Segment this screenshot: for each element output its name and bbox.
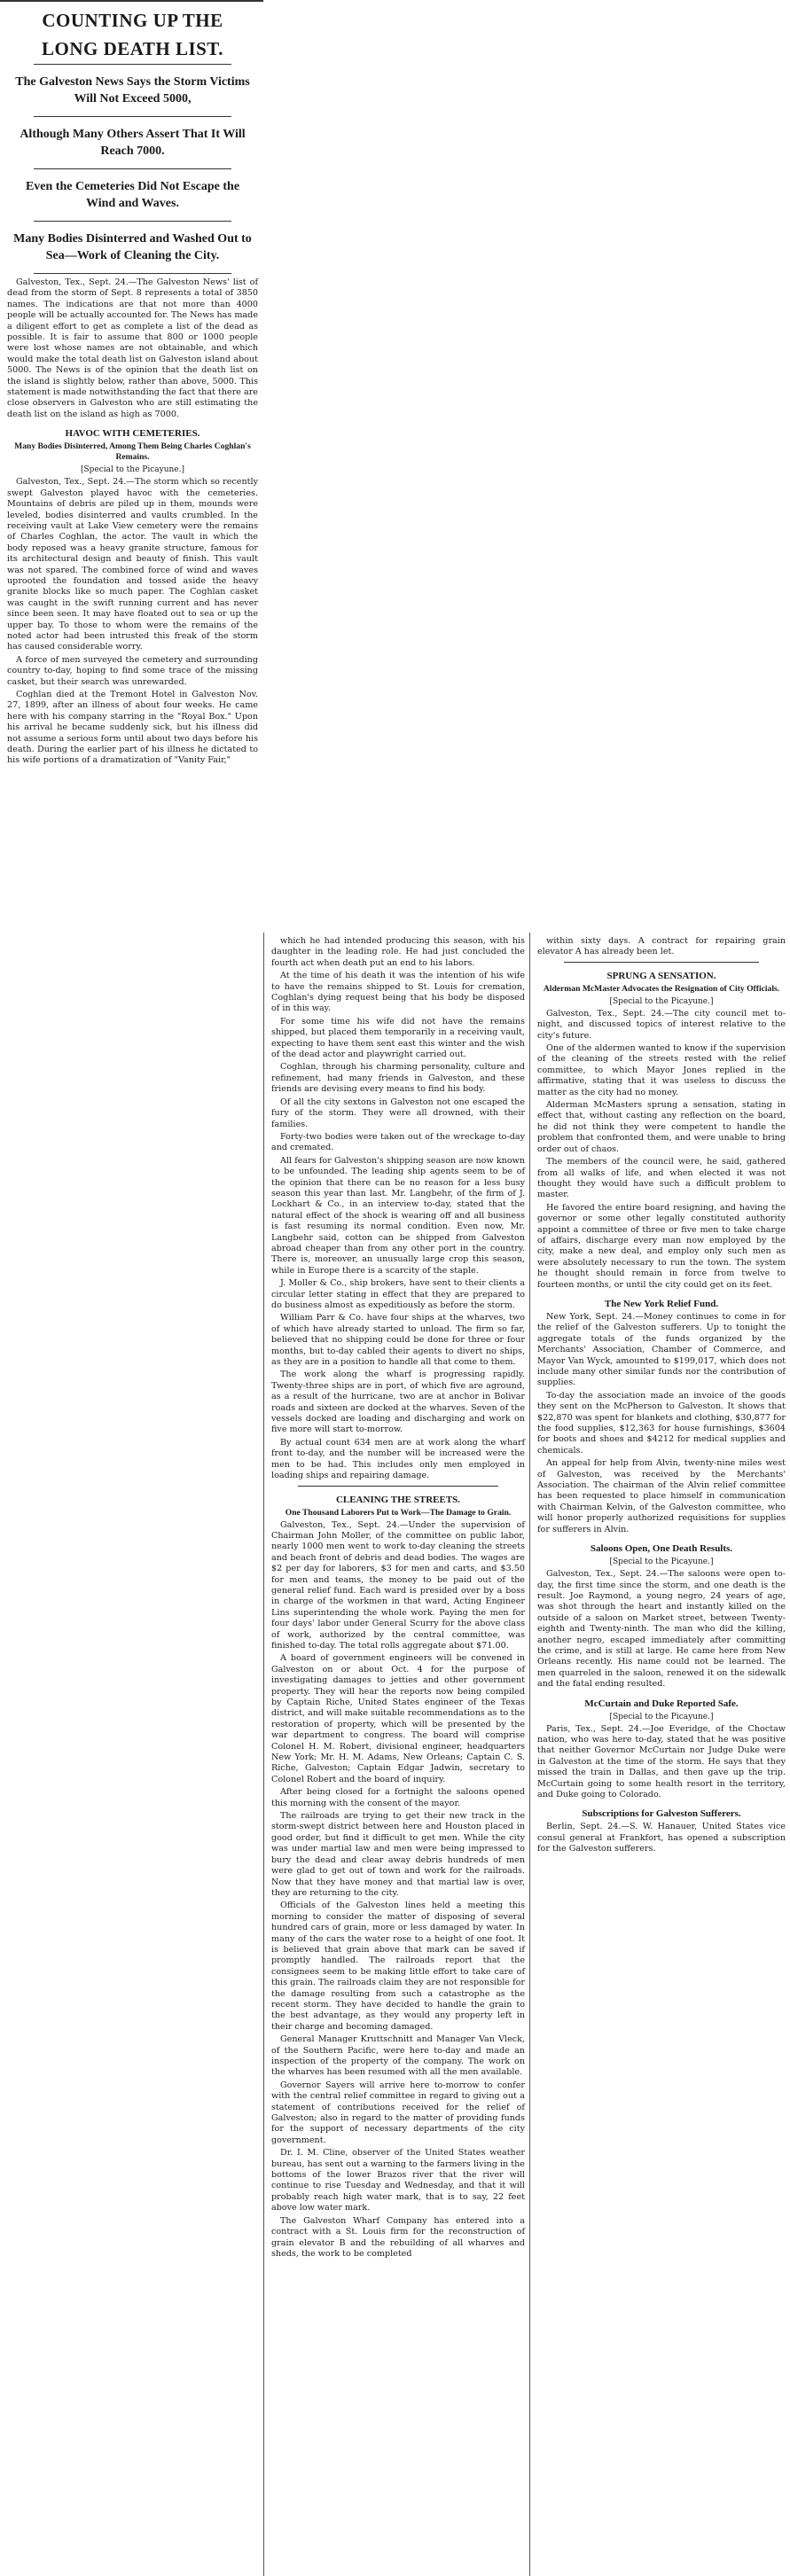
paragraph: For some time his wife did not have the remains shipped, but placed them temporarily in a receiving vault, expecting to have them sent east this winter and the wish of the dead actor and playwright carried out. (271, 1016, 525, 1060)
divider (34, 116, 231, 117)
special-credit: [Special to the Picayune.] (609, 996, 714, 1006)
subhead-new-york-relief: The New York Relief Fund. (604, 1298, 719, 1309)
subdeck-cleaning-streets: One Thousand Laborers Put to Work—The Damage to Grain. (285, 1507, 512, 1518)
headline-line-1: COUNTING UP THE (42, 10, 223, 31)
divider (34, 168, 231, 169)
paragraph: The members of the council were, he said, gathered from all walks of life, and when elected it was not thought they would have such a difficult problem to master. (537, 1157, 786, 1200)
column-1 (0, 0, 263, 2576)
paragraph: A board of government engineers will be convened in Galveston on or about Oct. 4 for the purpose of investigating damages to jetties and other government property. They will hear the reports now being compiled by Captain Riche, United States engineer of the Texas district, and will make suitable recommendations as to the restoration of property, which will be presented by the war department to congress. The board will comprise Colonel H. M. Robert, divisional engineer, headquarters New York; Mr. H. M. Adams, New Orleans; Captain C. S. Riche, Galveston; Captain Edgar Jadwin, secretary to Colonel Robert and the board of inquiry. (271, 1653, 525, 1784)
paragraph: The work along the wharf is progressing rapidly. Twenty-three ships are in port, of which five are aground, as a result of the hurricane, two are at anchor in Bolivar roads and sixteen are docked at the wharves. Seven of the vessels docked are loading and discharging and work on five more will start to-morrow. (271, 1370, 525, 1435)
paragraph: Dr. I. M. Cline, observer of the United States weather bureau, has sent out a warning to the farmers living in the bottoms of the lower Brazos river that the river will continue to rise Tuesday and Wednesday, and that it will probably reach high water mark, that is to say, 22 feet above low water mark. (271, 2148, 525, 2213)
paragraph: To-day the association made an invoice of the goods they sent on the McPherson to Galveston. It shows that $22,870 was spent for blankets and clothing, $30,877 for the food supplies, $12,363 for house furnishings, $3604 for boots and shoes and $4212 for medical supplies and chemicals. (537, 1390, 786, 1456)
paragraph: Galveston, Tex., Sept. 24.—Under the supervision of Chairman John Moller, of the committee on public labor, nearly 1000 men went to work to-day cleaning the streets and beach front of debris and dead bodies. The wages are $2 per day for laborers, $3 for men and carts, and $3.50 for men and teams, the money to be paid out of the general relief fund. Each ward is presided over by a boss in charge of the workmen in that ward, Acting Engineer Lins superintending the whole work. Paying the men for four days' labor under General Scurry for the above class of work, authorized by the central committee, was finished to-day. The total rolls aggregate about $71.00. (271, 1519, 525, 1651)
paragraph: Forty-two bodies were taken out of the wreckage to-day and cremated. (271, 1131, 525, 1153)
divider (34, 273, 231, 274)
paragraph: Alderman McMasters sprung a sensation, stating in effect that, without casting any reflection on the board, he did not think they were competent to handle the problem that confronted them, and were unable to bring order out of chaos. (537, 1100, 786, 1154)
paragraph: At the time of his death it was the intention of his wife to have the remains shipped to St. Louis for cremation, Coghlan's dying request being that his body be disposed of in this way. (271, 971, 525, 1014)
column-2 (263, 933, 530, 2576)
divider (34, 64, 231, 65)
deck-4: Many Bodies Disinterred and Washed Out to Sea—Work of Cleaning the City. (13, 232, 252, 262)
paragraph: Galveston, Tex., Sept. 24.—The storm which so recently swept Galveston played havoc with the cemeteries. Mountains of debris are piled up in them, mounds were leveled, bodies disinterred and vaults crumbled. In the receiving vault at Lake View cemetery were the remains of Charles Coghlan, the actor. The vault in which the body reposed was a heavy granite structure, famous for its architectural design and beauty of finish. This vault was not spared. The combined force of wind and waves uprooted the foundation and tossed aside the heavy granite blocks like so much paper. The Coghlan casket was caught in the swift running current and has never since been seen. It may have floated out to sea or up the upper bay. To those to whom were the remains of the noted actor had been intrusted this freak of the storm has caused considerable worry. (7, 477, 258, 652)
paragraph: Coghlan died at the Tremont Hotel in Galveston Nov. 27, 1899, after an illness of about four weeks. He came here with his company starring in the "Royal Box." Upon his arrival he became suddenly sick, but his illness did not assume a serious form until about two days before his death. During the earlier part of his illness he dictated to his wife portions of a dramatization of "Vanity Fair," (7, 690, 258, 766)
paragraph: By actual count 634 men are at work along the wharf front to-day, and the number will be increased were the men to be had. This includes only men employed in loading ships and repairing damage. (271, 1437, 525, 1481)
divider (564, 962, 759, 963)
paragraph: Officials of the Galveston lines held a meeting this morning to consider the matter of disposing of several hundred cars of grain, more or less damaged by water. In many of the cars the water rose to a height of one foot. It is believed that grain above that mark can be saved if promptly handled. The railroads report that the consignees seem to be making little effort to take care of this grain. The railroads claim they are not responsible for the damage resulting from such a catastrophe as the recent storm. They have decided to handle the grain to the best advantage, as they would any property left in their charge and becoming damaged. (271, 1901, 525, 2032)
paragraph: William Parr & Co. have four ships at the wharves, two of which have already started to unload. The firm so far, believed that no shipping could be done for three or four months, but to-day cabled their agents to divert no ships, as they are in a position to handle all that come to them. (271, 1313, 525, 1368)
paragraph: within sixty days. A contract for repairing grain elevator A has already been let. (537, 936, 786, 957)
subhead-sensation: SPRUNG A SENSATION. (606, 970, 716, 981)
special-credit: [Special to the Picayune.] (609, 1712, 714, 1721)
paragraph: Of all the city sextons in Galveston not one escaped the fury of the storm. They were all drowned, with their families. (271, 1097, 525, 1129)
deck-2: Although Many Others Assert That It Will Reach 7000. (20, 128, 246, 158)
paragraph: J. Moller & Co., ship brokers, have sent to their clients a circular letter stating in effect that they are prepared to do business almost as expeditiously as before the storm. (271, 1278, 525, 1310)
subhead-cemeteries: HAVOC WITH CEMETERIES. (65, 428, 200, 440)
deck-3: Even the Cemeteries Did Not Escape the Wind and Waves. (25, 180, 240, 210)
paragraph: An appeal for help from Alvin, twenty-nine miles west of Galveston, was received by the Merchants' Association. The chairman of the Alvin relief committee has been requested to place himself in communication with Chairman Kelvin, of the Galveston committee, who will honor properly authorized requisitions for supplies for sufferers in Alvin. (537, 1458, 786, 1534)
subhead-mccurtain-duke: McCurtain and Duke Reported Safe. (584, 1698, 739, 1709)
deck-1: The Galveston News Says the Storm Victims Will Not Exceed 5000, (15, 75, 250, 105)
paragraph: which he had intended producing this season, with his daughter in the leading role. He had just concluded the fourth act when death put an end to his labors. (271, 936, 525, 968)
paragraph: New York, Sept. 24.—Money continues to come in for the relief of the Galveston sufferers. Up to tonight the aggregate totals of the funds organized by the Merchants' Association, Chamber of Commerce, and Mayor Van Wyck, amounted to $199,017, which does not include many other similar funds nor the contribution of supplies. (537, 1311, 786, 1388)
subhead-subscriptions: Subscriptions for Galveston Sufferers. (582, 1808, 741, 1820)
subdeck-cemeteries: Many Bodies Disinterred, Among Them Being Charles Coghlan's Remains. (14, 441, 251, 463)
paragraph: He favored the entire board resigning, and having the governor or some other legally constituted authority appoint a committee of three or five men to take charge of affairs, discharge every man now employed by the city, make a new deal, and employ only such men as were absolutely necessary to run the town. The system he thought should remain in force from twelve to fourteen months, or until the city could get on its feet. (537, 1202, 786, 1290)
special-credit: [Special to the Picayune.] (609, 1557, 714, 1567)
paragraph: Berlin, Sept. 24.—S. W. Hanauer, United States vice consul general at Frankfort, has opened a subscription for the Galveston sufferers. (537, 1822, 786, 1854)
paragraph: Galveston, Tex., Sept. 24.—The saloons were open to-day, the first time since the storm, and one death is the result. Joe Raymond, a young negro, 24 years of age, was shot through the heart and instantly killed on the outside of a saloon on Market street, between Twenty-eighth and Twenty-ninth. The man who did the killing, another negro, escaped immediately after committing the crime, and is still at large. He came here from New Orleans recently. His name could not be learned. The men quarreled in the saloon, renewed it on the sidewalk and the fatal ending resulted. (537, 1569, 786, 1690)
subhead-saloons-open: Saloons Open, One Death Results. (590, 1543, 733, 1555)
paragraph: Paris, Tex., Sept. 24.—Joe Everidge, of the Choctaw nation, who was here to-day, stated that he was positive that neither Governor McCurtain nor Judge Duke were in Galveston at the time of the storm. He says that they missed the train in Dallas, and then gave up the trip. McCurtain going to some health resort in the territory, and Duke going to Colorado. (537, 1723, 786, 1799)
paragraph: A force of men surveyed the cemetery and surrounding country to-day, hoping to find some trace of the missing casket, but their search was unrewarded. (7, 654, 258, 687)
paragraph: Governor Sayers will arrive here to-morrow to confer with the central relief committee in regard to giving out a statement of contributions received for the relief of Galveston; also in regard to the matter of providing funds for the support of necessary departments of the city government. (271, 2080, 525, 2145)
divider (34, 221, 231, 222)
paragraph: General Manager Kruttschnitt and Manager Van Vleck, of the Southern Pacific, were here to-day and made an inspection of the property of the company. The work on the wharves has been resumed with all the men available. (271, 2034, 525, 2078)
subdeck-sensation: Alderman McMaster Advocates the Resignation of City Officials. (543, 983, 780, 994)
paragraph: The railroads are trying to get their new track in the storm-swept district between here and Houston placed in good order, but find it difficult to get men. While the city was under martial law and men were being impressed to bury the dead and clear away debris hundreds of men were glad to get out of town and work for the railroads. Now that they have money and that martial law is over, they are returning to the city. (271, 1811, 525, 1898)
paragraph: The Galveston Wharf Company has entered into a contract with a St. Louis firm for the reconstruction of grain elevator B and the rebuilding of all wharves and sheds, the work to be completed (271, 2215, 525, 2259)
paragraph: One of the aldermen wanted to know if the supervision of the cleaning of the streets rested with the relief committee, to which Mayor Jones replied in the affirmative, stating that it was useless to discuss the matter as the city had no money. (537, 1043, 786, 1097)
subhead-cleaning-streets: CLEANING THE STREETS. (335, 1494, 461, 1505)
column-3 (529, 933, 790, 2576)
divider (298, 1486, 498, 1487)
special-credit: [Special to the Picayune.] (81, 465, 184, 475)
paragraph: After being closed for a fortnight the saloons opened this morning with the consent of the mayor. (271, 1787, 525, 1808)
paragraph: Coghlan, through his charming personality, culture and refinement, had many friends in Galveston, and these friends are devising every means to find his body. (271, 1062, 525, 1095)
paragraph: Galveston, Tex., Sept. 24.—The city council met to-night, and discussed topics of interest relative to the city's future. (537, 1008, 786, 1041)
paragraph: All fears for Galveston's shipping season are now known to be unfounded. The leading ship agents seem to be of the opinion that there can be no reason for a less busy season this year than last. Mr. Langbehr, of the firm of J. Lockhart & Co., in an interview to-day, stated that the natural effect of the shock is wearing off and all business is fast resuming its normal condition. Even now, Mr. Langbehr said, cotton can be shipped from Galveston abroad cheaper than from any other port in the country. There is, moreover, an unusually large crop this season, while in Europe there is a scarcity of the staple. (271, 1155, 525, 1276)
lead-paragraph: Galveston, Tex., Sept. 24.—The Galveston News' list of dead from the storm of Sept. 8 represents a total of 3850 names. The indications are that not more than 4000 people will be actually accounted for. The News has made a diligent effort to get as complete a list of the dead as possible. It is fair to assume that 800 or 1000 people were lost whose names are not obtainable, and which would make the total death list on Galveston island about 5000. The News is of the opinion that the death list on the island is slightly below, rather than above, 5000. This statement is made notwithstanding the fact that there are close observers in Galveston who are still estimating the death list on the island as high as 7000. (7, 277, 258, 419)
headline-line-2: LONG DEATH LIST. (41, 38, 224, 59)
